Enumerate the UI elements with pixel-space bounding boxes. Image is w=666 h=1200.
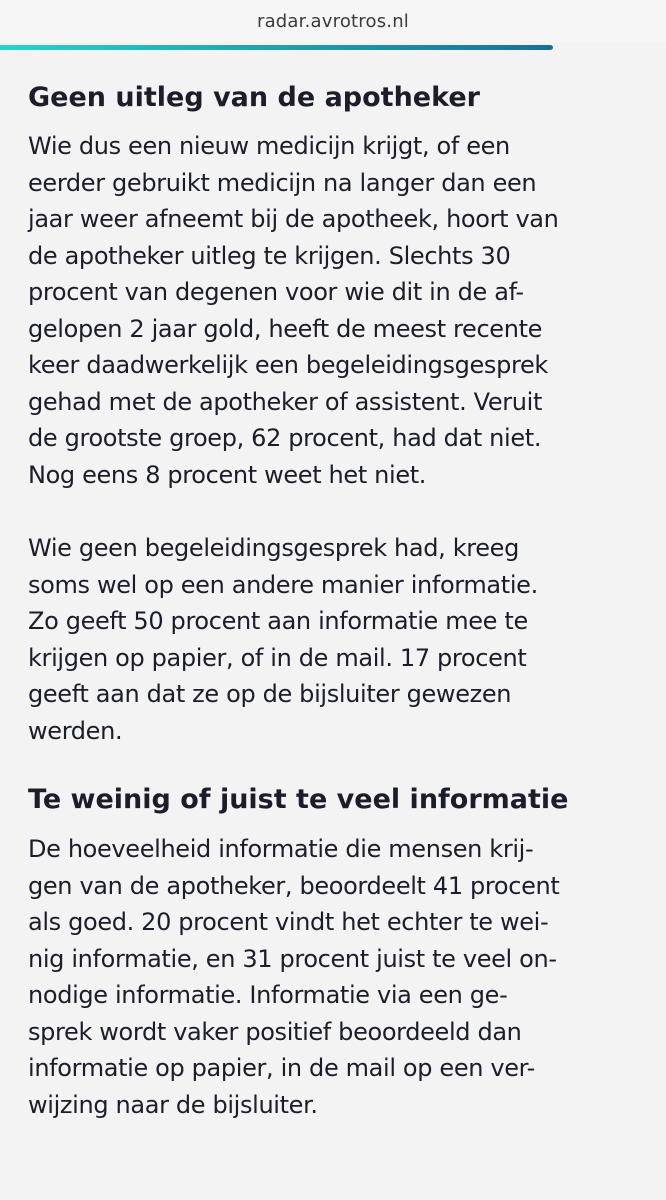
paragraph-line: Nog eens 8 procent weet het niet. [28, 460, 427, 489]
paragraph-line: Wie dus een nieuw medicijn krijgt, of een [28, 132, 510, 160]
paragraph-line: de grootste groep, 62 procent, had dat niet. [28, 424, 542, 452]
paragraph-line: nig informatie, en 31 procent juist te veel on- [28, 944, 557, 973]
section-heading-te-weinig: Te weinig of juist te veel informatie [28, 784, 569, 815]
paragraph-line: jaar weer afneemt bij de apotheek, hoort van [28, 205, 559, 233]
paragraph-hoeveelheid-informatie [28, 831, 638, 1123]
reading-progress-track [0, 42, 666, 52]
paragraph-line: eerder gebruikt medicijn na langer dan een [28, 168, 537, 197]
paragraph-line: werden. [28, 716, 123, 745]
address-bar[interactable] [0, 0, 666, 42]
paragraph-line: nodige informatie. Informatie via een ge- [28, 981, 508, 1009]
paragraph-begeleidingsgesprek [28, 128, 638, 493]
paragraph-line: keer daadwerkelijk een begeleidingsgesprek [28, 351, 548, 379]
paragraph-line: gehad met de apotheker of assistent. Veruit [28, 387, 543, 416]
paragraph-line: sprek wordt vaker positief beoordeeld dan [28, 1017, 522, 1046]
reading-progress-bar [0, 45, 553, 50]
paragraph-line: geeft aan dat ze op de bijsluiter gewezen [28, 680, 512, 708]
article-body [0, 52, 638, 1123]
paragraph-andere-informatie [28, 530, 638, 749]
paragraph-line: De hoeveelheid informatie die mensen krij- [28, 835, 534, 863]
paragraph-line: wijzing naar de bijsluiter. [28, 1090, 318, 1119]
paragraph-line: gelopen 2 jaar gold, heeft de meest recente [28, 314, 543, 343]
paragraph-line: soms wel op een andere manier informatie. [28, 570, 538, 599]
paragraph-line: als goed. 20 procent vindt het echter te wei- [28, 908, 549, 936]
paragraph-line: Wie geen begeleidingsgesprek had, kreeg [28, 534, 519, 562]
paragraph-line: Zo geeft 50 procent aan informatie mee te [28, 607, 528, 635]
paragraph-line: procent van degenen voor wie dit in de af- [28, 278, 524, 306]
paragraph-line: de apotheker uitleg te krijgen. Slechts 30 [28, 241, 511, 270]
url-text[interactable]: radar.avrotros.nl [256, 10, 410, 32]
paragraph-line: krijgen op papier, of in de mail. 17 procent [28, 643, 527, 672]
paragraph-line: gen van de apotheker, beoordeelt 41 procent [28, 871, 560, 900]
paragraph-line: informatie op papier, in de mail op een ver- [28, 1054, 535, 1082]
section-heading-geen-uitleg: Geen uitleg van de apotheker [28, 82, 480, 113]
